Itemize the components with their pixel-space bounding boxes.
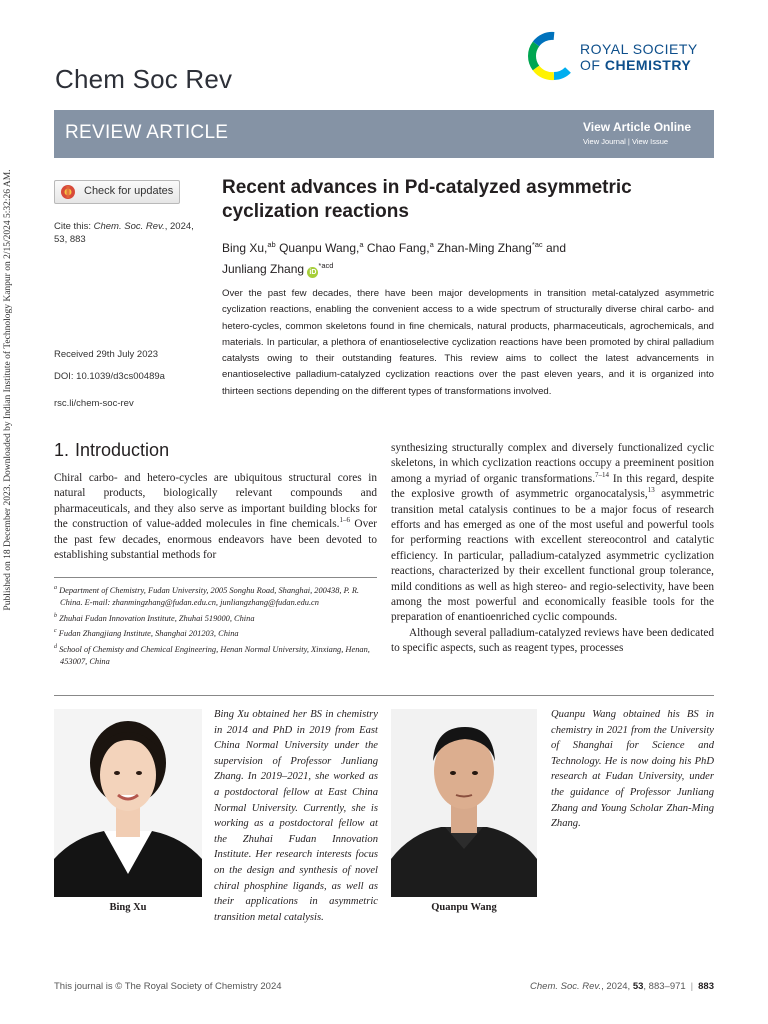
journal-link[interactable]: rsc.li/chem-soc-rev	[54, 398, 134, 409]
download-notice: Published on 18 December 2023. Downloaded by Indian Institute of Technology Kanpur on 2/15/2024 5:32:26 AM.	[3, 169, 13, 611]
abstract: Over the past few decades, there have been major developments in transition metal-catalyzed asymmetric cyclization reactions, enabling the convenient access to a wide spectrum of structurally diverse chiral carbo- and hetero-cycles, common skeletons found in fine chemicals, natural products, pharmaceuticals, agrochemicals, and materials. In particular, a plethora of enantioselective cyclization reactions have been promoted by chiral palladium catalysts owing to their outstanding features. This review aims to collect the latest advancements in enantioselective palladium-catalyzed cyclization reactions over the past eleven years, and it is organized into thirteen sections depending on the different types of transformations involved.	[222, 288, 714, 397]
footnote-divider	[54, 577, 377, 578]
journal-issue-links	[583, 137, 668, 146]
footnote: $^b$ Zhuhai Fudan Innovation Institute, Zhuhai 519000, China	[54, 612, 255, 623]
reference-link[interactable]: 7–14	[595, 471, 610, 480]
check-for-updates-button[interactable]	[54, 180, 180, 204]
check-for-updates-label: Check for updates	[84, 185, 174, 197]
crossmark-icon	[60, 184, 76, 200]
section-heading: 1. Introduction	[54, 440, 170, 460]
received-date: Received 29th July 2023	[54, 349, 159, 360]
orcid-icon[interactable]: iD	[309, 269, 317, 276]
footnote: $^d$ School of Chemisty and Chemical Engineering, Henan Normal University, Xinxiang, Henan, 453007, China	[54, 643, 370, 667]
footer-copyright: This journal is © The Royal Society of Chemistry 2024	[54, 981, 282, 992]
footer-citation: Chem. Soc. Rev., 2024, 53, 883–971 | 883	[530, 981, 714, 992]
body-column-right: synthesizing structurally complex and diversely functionalized cyclic skeletons, in which cyclization reactions occupy a preeminent position among a myriad of organic transformations.$^{7-14}$ In this regard, despite the explosive growth of asymmetric organocatalysis,$^{13}$ asymmetric transition metal catalysis continues to be a major focus of research efforts and has emerged as one of the most useful and powerful tools for performing reactions with excellent stereocontrol and catalytic efficiency. In particular, palladium-catalyzed asymmetric cyclization reactions, characterized by their excellent functional group tolerance, mild conditions as well as high stereo- and regio-selectivity, have been among the most powerful and economically feasible tools for the preparation of enantioenriched cyclic compounds. Although several palladium-catalyzed reviews have been dedicated to specific aspects, such as reagent types, processes	[391, 442, 714, 655]
article-title: Recent advances in Pd-catalyzed asymmetric cyclization reactions	[222, 177, 632, 222]
author-name[interactable]: Chao Fang,	[366, 241, 430, 255]
author-name[interactable]: Zhan-Ming Zhang	[437, 241, 532, 255]
view-issue-link[interactable]: View Issue	[631, 137, 669, 146]
doi[interactable]: DOI: 10.1039/d3cs00489a	[54, 371, 165, 382]
author-name[interactable]: Junliang Zhang	[222, 262, 305, 276]
reference-link[interactable]: 13	[647, 486, 655, 495]
view-journal-link[interactable]: View Journal	[583, 137, 626, 146]
citation-info: Cite this: Chem. Soc. Rev., 2024, 53, 883	[54, 221, 194, 245]
biography-divider	[54, 695, 714, 696]
photo-caption: Quanpu Wang	[431, 902, 497, 913]
author-biography: Quanpu Wang obtained his BS in chemistry in 2021 from the University of Shanghai for Science and Technology. He is now doing his PhD research at Fudan University, under the guidance of Professor Junliang Zhang and Young Scholar Zhan-Ming Zhang.	[551, 709, 714, 830]
affiliation-footnotes	[54, 582, 377, 669]
reference-link[interactable]: 1–6	[339, 516, 350, 525]
author-list: Bing Xu,$^{ab}$ Quanpu Wang,$^a$ Chao Fang,$^a$ Zhan-Ming Zhang$^{*ac}$ and Junliang Zhang $iD^{*acd}$	[222, 240, 567, 276]
author-photo-quanpu-wang	[391, 709, 537, 897]
author-name[interactable]: Quanpu Wang,	[279, 241, 360, 255]
article-type-label: REVIEW ARTICLE	[65, 122, 229, 143]
view-article-online-link[interactable]: View Article Online	[583, 120, 692, 134]
publisher-name-line1: ROYAL SOCIETY	[580, 41, 698, 57]
footnote: $^c$ Fudan Zhangjiang Institute, Shanghai 201203, China	[54, 628, 239, 639]
publisher-name-line2: OF CHEMISTRY	[580, 57, 692, 73]
page-number: 883	[698, 981, 714, 992]
photo-caption: Bing Xu	[109, 902, 147, 913]
author-biography: Bing Xu obtained her BS in chemistry in 2014 and PhD in 2019 from East China Normal University under the supervision of Professor Junliang Zhang. In 2019–2021, she worked as a postdoctoral fellow at East China Normal University. Currently, she is working as a postdoctoral fellow at the Zhuhai Fudan Innovation Institute. Her research interests focus on the design and synthesis of novel chiral phosphine ligands, as well as their applications in asymmetric transition metal catalysis.	[214, 709, 378, 923]
body-column-left: Chiral carbo- and hetero-cycles are ubiquitous structural cores in natural products, biologically relevant compounds and pharmaceuticals, and they also serve as important building blocks for the construction of value-added molecules in fine chemicals.$^{1-6}$ Over the past few decades, enormous endeavors have been devoted to establishing substantial methods for	[54, 472, 377, 562]
footnote: $^a$ Department of Chemistry, Fudan University, 2005 Songhu Road, Shanghai, 200438, P. R. China. E-mail: zhanmingzhang@fudan.edu.cn, junliangzhang@fudan.edu.cn	[54, 585, 360, 608]
author-name[interactable]: Bing Xu,	[222, 241, 268, 255]
link-separator: |	[627, 137, 630, 146]
author-photo-bing-xu	[54, 709, 202, 897]
journal-title[interactable]: Chem Soc Rev	[55, 64, 233, 94]
